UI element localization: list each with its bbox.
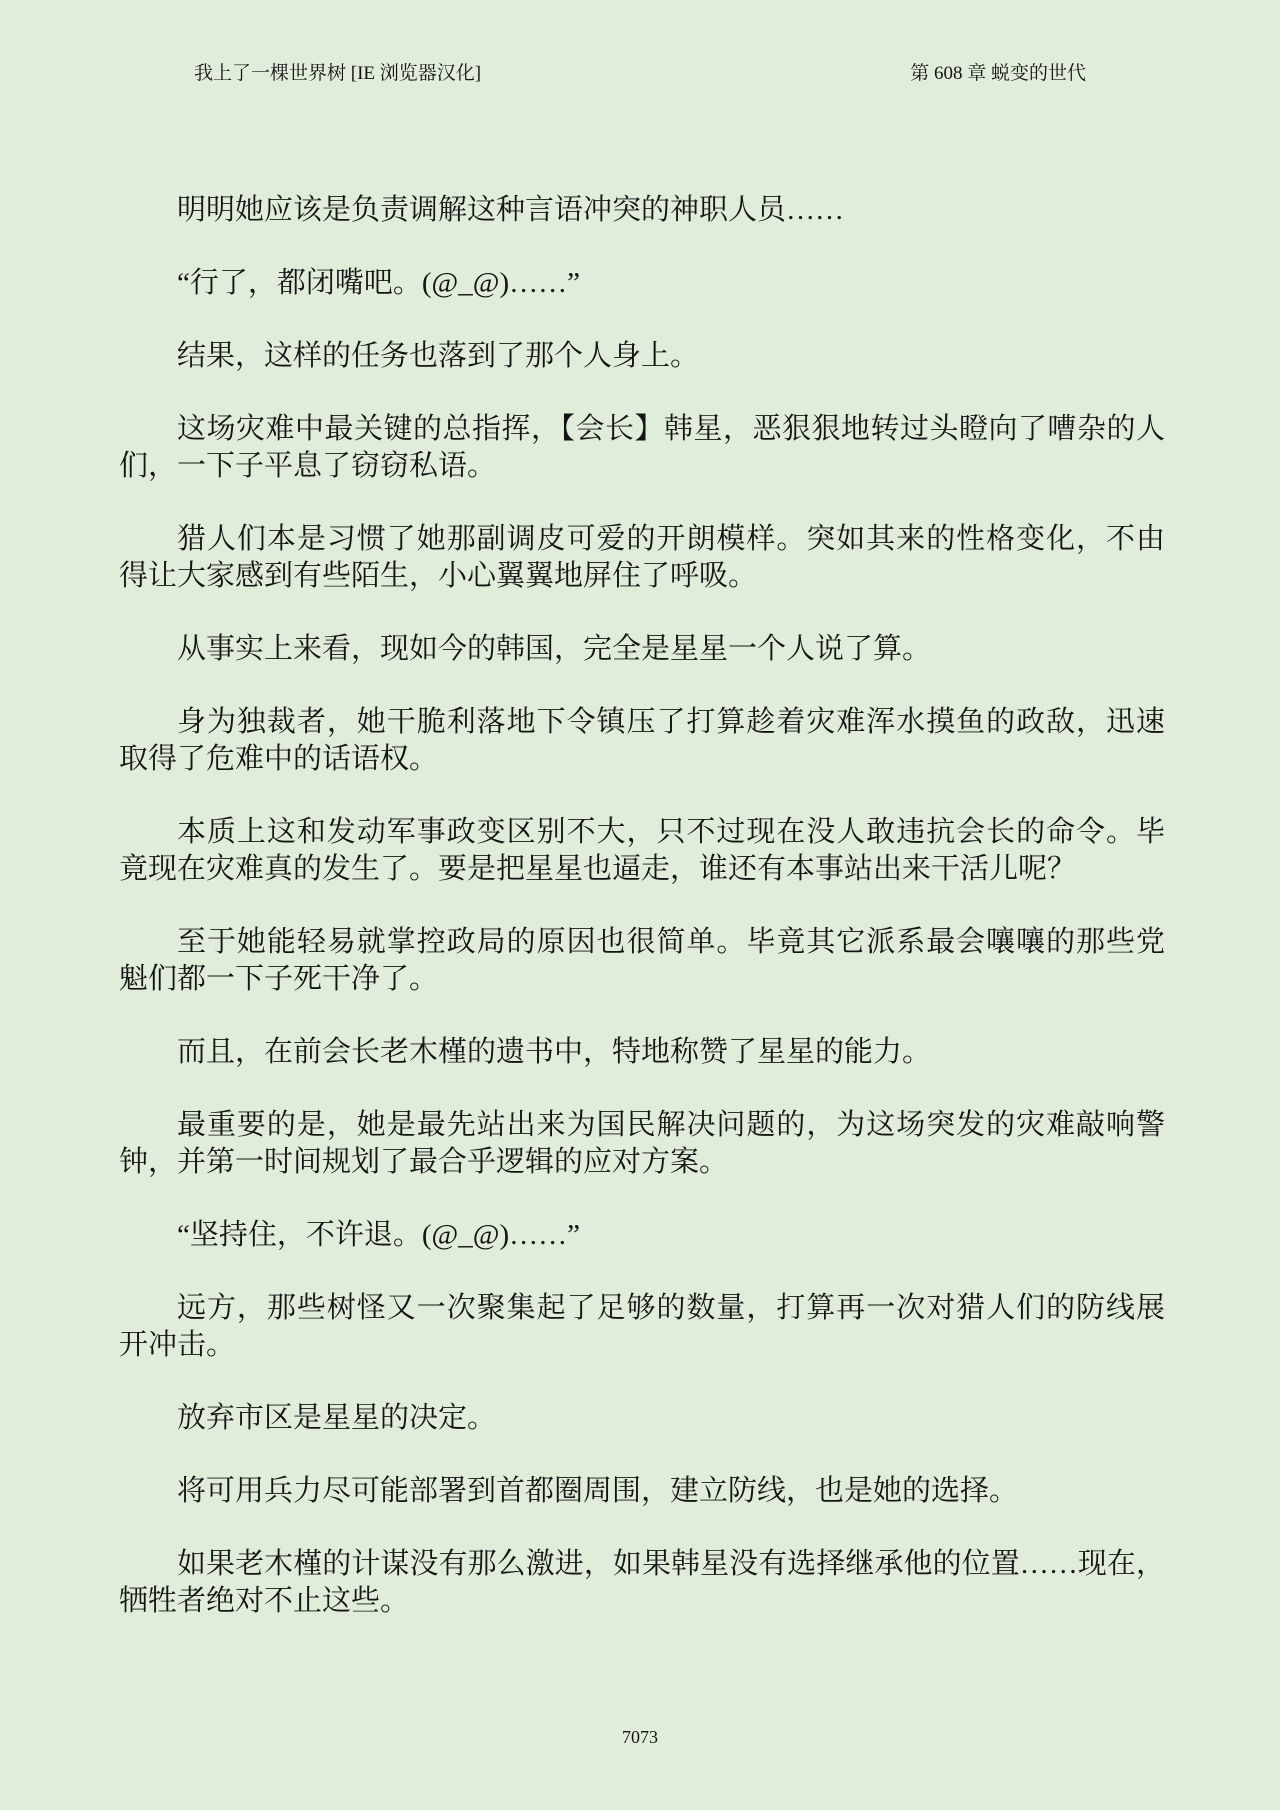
paragraph-line: 钟，并第一时间规划了最合乎逻辑的应对方案。 bbox=[119, 1146, 729, 1178]
paragraph-line: 牺牲者绝对不止这些。 bbox=[119, 1585, 410, 1617]
paragraph bbox=[119, 1217, 1165, 1254]
paragraph-line: 结果，这样的任务也落到了那个人身上。 bbox=[177, 340, 700, 372]
paragraph bbox=[119, 192, 1165, 229]
paragraph-line: “坚持住，不许退。(@_@)……” bbox=[177, 1219, 580, 1251]
paragraph bbox=[119, 411, 1165, 485]
paragraph-line: 猎人们本是习惯了她那副调皮可爱的开朗模样。突如其来的性格变化，不由 bbox=[177, 523, 1165, 555]
header-book-title: 我上了一棵世界树 [IE 浏览器汉化] bbox=[194, 63, 482, 84]
paragraph bbox=[119, 924, 1165, 998]
paragraph-line: 开冲击。 bbox=[119, 1329, 236, 1361]
paragraph-line: 明明她应该是负责调解这种言语冲突的神职人员…… bbox=[177, 194, 845, 226]
paragraph bbox=[119, 814, 1165, 888]
paragraph bbox=[119, 704, 1165, 778]
paragraph bbox=[119, 1546, 1165, 1620]
paragraph-line: 魁们都一下子死干净了。 bbox=[119, 963, 439, 995]
paragraph-line: 们，一下子平息了窃窃私语。 bbox=[119, 450, 497, 482]
paragraph-line: 而且，在前会长老木槿的遗书中，特地称赞了星星的能力。 bbox=[177, 1036, 932, 1068]
paragraph bbox=[119, 265, 1165, 302]
paragraph-line: 这场灾难中最关键的总指挥，【会长】韩星，恶狠狠地转过头瞪向了嘈杂的人 bbox=[177, 413, 1165, 445]
paragraph bbox=[119, 1034, 1165, 1071]
paragraph bbox=[119, 1473, 1165, 1510]
paragraph-line: 得让大家感到有些陌生，小心翼翼地屏住了呼吸。 bbox=[119, 560, 758, 592]
chapter-body bbox=[119, 192, 1165, 1656]
paragraph-line: 如果老木槿的计谋没有那么激进，如果韩星没有选择继承他的位置……现在， bbox=[177, 1548, 1165, 1580]
paragraph bbox=[119, 631, 1165, 668]
page-number: 7073 bbox=[622, 1727, 658, 1747]
paragraph bbox=[119, 338, 1165, 375]
paragraph-line: 竟现在灾难真的发生了。要是把星星也逼走，谁还有本事站出来干活儿呢？ bbox=[119, 853, 1077, 885]
paragraph-line: 至于她能轻易就掌控政局的原因也很简单。毕竟其它派系最会嚷嚷的那些党 bbox=[177, 926, 1165, 958]
header-chapter-title: 第 608 章 蜕变的世代 bbox=[910, 63, 1086, 84]
paragraph-line: 取得了危难中的话语权。 bbox=[119, 743, 439, 775]
paragraph bbox=[119, 1290, 1165, 1364]
paragraph-line: 身为独裁者，她干脆利落地下令镇压了打算趁着灾难浑水摸鱼的政敌，迅速 bbox=[177, 706, 1165, 738]
paragraph bbox=[119, 521, 1165, 595]
paragraph-line: 将可用兵力尽可能部署到首都圈周围，建立防线，也是她的选择。 bbox=[177, 1475, 1019, 1507]
paragraph bbox=[119, 1107, 1165, 1181]
paragraph-line: 放弃市区是星星的决定。 bbox=[177, 1402, 497, 1434]
paragraph-line: 远方，那些树怪又一次聚集起了足够的数量，打算再一次对猎人们的防线展 bbox=[177, 1292, 1165, 1324]
paragraph bbox=[119, 1400, 1165, 1437]
paragraph-line: 从事实上来看，现如今的韩国，完全是星星一个人说了算。 bbox=[177, 633, 932, 665]
paragraph-line: 本质上这和发动军事政变区别不大，只不过现在没人敢违抗会长的命令。毕 bbox=[177, 816, 1165, 848]
paragraph-line: “行了，都闭嘴吧。(@_@)……” bbox=[177, 267, 580, 299]
paragraph-line: 最重要的是，她是最先站出来为国民解决问题的，为这场突发的灾难敲响警 bbox=[177, 1109, 1165, 1141]
